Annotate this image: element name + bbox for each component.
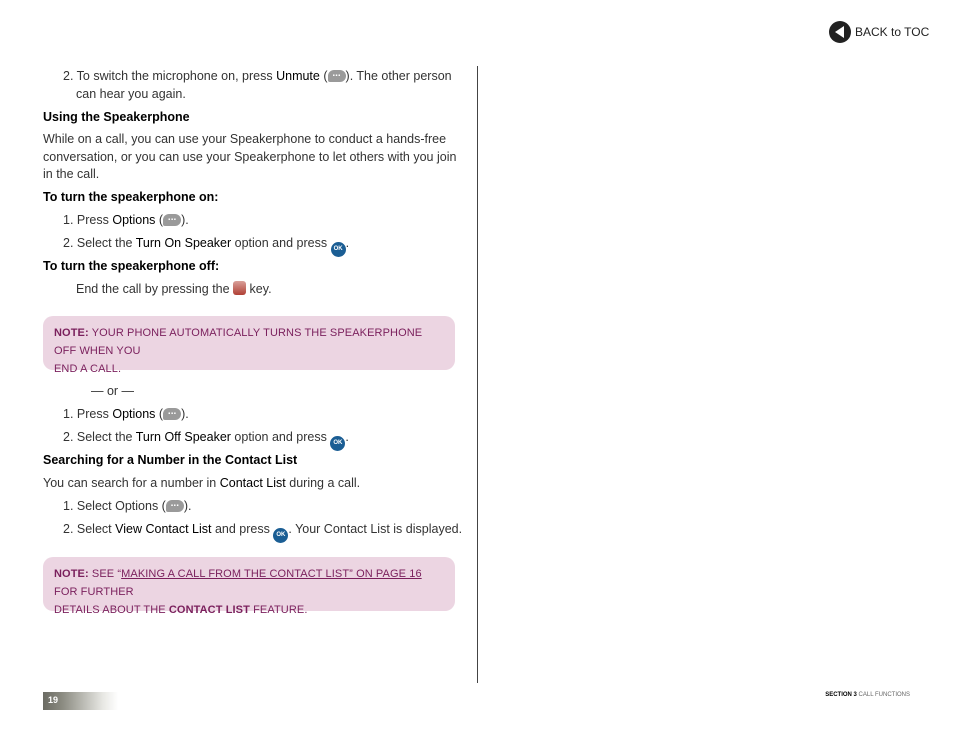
- search-para: You can search for a number in Contact List during a call.: [43, 476, 361, 490]
- speakerphone-para-1: While on a call, you can use your Speakerphone to conduct a hands-free: [43, 132, 447, 146]
- turn-on-heading: To turn the speakerphone on:: [43, 190, 219, 204]
- back-arrow-icon: [829, 21, 851, 43]
- turn-off-step-2: 2. Select the Turn Off Speaker option and press OK .: [63, 428, 349, 451]
- turn-on-step-1: 1. Press Options (... ).: [63, 211, 189, 229]
- page-number: 19: [48, 695, 59, 705]
- unmute-step: 2. To switch the microphone on, press Unmute (... ). The other person: [63, 67, 452, 85]
- options-key-icon: [166, 500, 184, 512]
- back-to-toc-link[interactable]: [829, 21, 929, 43]
- speakerphone-para-3: in the call.: [43, 167, 100, 181]
- note-speakerphone-off: NOTE: YOUR PHONE AUTOMATICALLY TURNS THE SPEAKERPHONE OFF WHEN YOU END A CALL.: [43, 316, 455, 370]
- turn-on-step-2: 2. Select the Turn On Speaker option and press OK .: [63, 234, 349, 257]
- back-to-toc-label: BACK to TOC: [855, 25, 930, 39]
- search-step-1: 1. Select Options (... ).: [63, 497, 191, 515]
- page-number-badge: [43, 692, 118, 710]
- options-key-icon: [163, 408, 181, 420]
- section-footer: SECTION 3 CALL FUNCTIONS: [825, 692, 910, 698]
- turn-off-heading: To turn the speakerphone off:: [43, 259, 220, 273]
- search-heading: Searching for a Number in the Contact List: [43, 453, 298, 467]
- options-key-icon: [328, 70, 346, 82]
- end-key-icon: [233, 281, 246, 295]
- note-contact-list: NOTE: SEE “MAKING A CALL FROM THE CONTACT LIST” ON PAGE 16 FOR FURTHER DETAILS ABOUT THE CONTACT LIST FEATURE.: [43, 557, 455, 611]
- ok-key-icon: OK: [331, 242, 346, 257]
- or-separator: — or —: [91, 384, 135, 398]
- ok-key-icon: OK: [273, 528, 288, 543]
- column-divider: [477, 66, 478, 683]
- ok-key-icon: OK: [330, 436, 345, 451]
- search-step-2: 2. Select View Contact List and press OK . Your Contact List is displayed.: [63, 520, 462, 543]
- turn-off-end-call: End the call by pressing the key.: [76, 282, 272, 296]
- turn-off-step-1: 1. Press Options (... ).: [63, 405, 189, 423]
- speakerphone-heading: Using the Speakerphone: [43, 110, 190, 124]
- speakerphone-para-2: conversation, or you can use your Speakerphone to let others with you join: [43, 150, 457, 164]
- contact-list-page-link[interactable]: MAKING A CALL FROM THE CONTACT LIST” ON PAGE 16: [121, 568, 422, 580]
- options-key-icon: [163, 214, 181, 226]
- unmute-step-cont: can hear you again.: [76, 87, 186, 101]
